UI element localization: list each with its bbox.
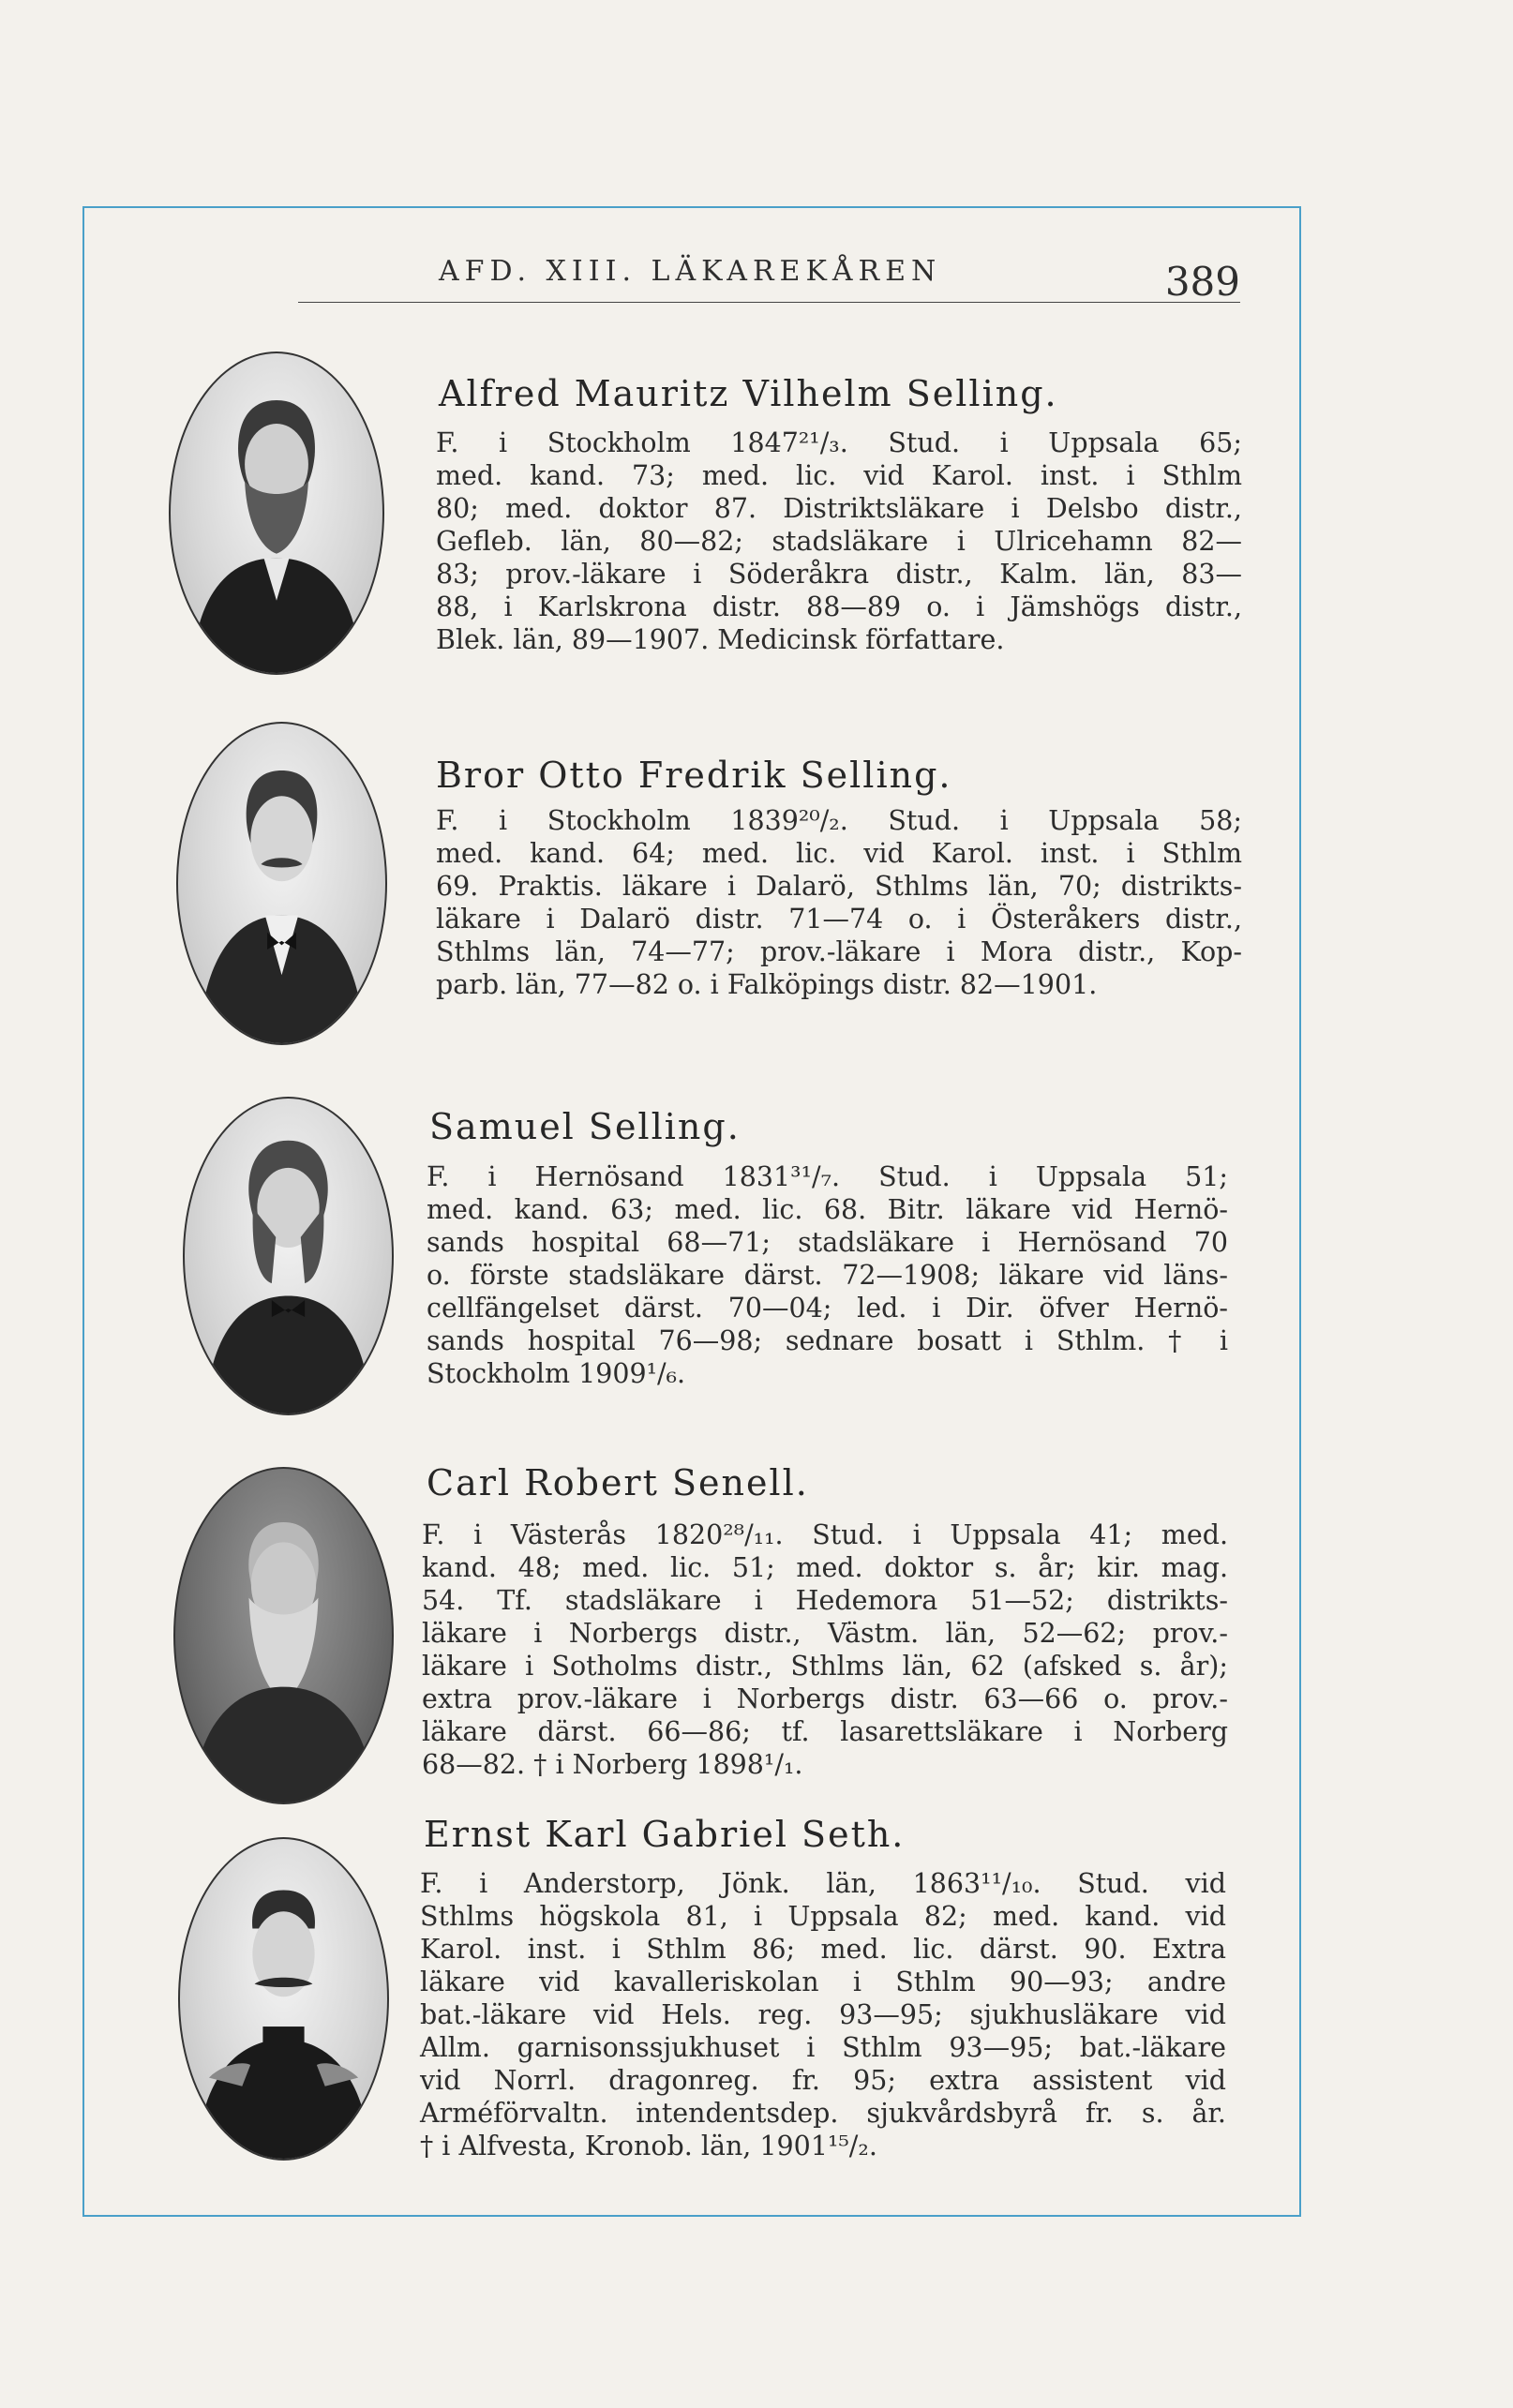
bio-line: 80; med. doktor 87. Distriktsläkare i Delsbo distr., [436,493,1242,524]
bio-line: läkare i Sotholms distr., Sthlms län, 62 (afsked s. år); [422,1651,1228,1682]
bio-line: Sthlms län, 74—77; prov.-läkare i Mora distr., Kop- [436,936,1242,967]
bio-line: o. förste stadsläkare därst. 72—1908; läkare vid läns- [427,1260,1228,1291]
section-title: AFD. XIII. LÄKAREKÅREN [439,255,942,288]
bio-line: F. i Hernösand 1831³¹/₇. Stud. i Uppsala 51; [427,1161,1228,1192]
person-name: Carl Robert Senell. [427,1462,809,1503]
elderly-bearded-man-portrait-icon [175,1469,392,1802]
person-name: Alfred Mauritz Vilhelm Selling. [439,373,1058,414]
bio-line: Allm. garnisonssjukhuset i Sthlm 93—95; bat.-läkare [420,2032,1226,2063]
bio-line: sands hospital 76—98; sednare bosatt i Sthlm. † i [427,1325,1228,1356]
sideburns-man-portrait-icon [185,1099,392,1413]
bio-line: extra prov.-läkare i Norbergs distr. 63—66 o. prov.- [422,1683,1228,1714]
biography-text [427,1160,1228,1390]
bio-line: 83; prov.-läkare i Söderåkra distr., Kalm. län, 83— [436,559,1242,590]
bio-line: cellfängelset därst. 70—04; led. i Dir. öfver Hernö- [427,1293,1228,1324]
running-header [298,246,1240,303]
person-name: Bror Otto Fredrik Selling. [436,755,952,796]
bio-line: F. i Västerås 1820²⁸/₁₁. Stud. i Uppsala 41; med. [422,1519,1228,1550]
bio-line: 54. Tf. stadsläkare i Hedemora 51—52; distrikts- [422,1585,1228,1616]
uniformed-man-portrait-icon [180,1839,387,2159]
bio-line: läkare i Dalarö distr. 71—74 o. i Österåkers distr., [436,904,1242,935]
portrait-photo [178,1837,389,2161]
bearded-man-portrait-icon [171,353,382,673]
bio-line: Gefleb. län, 80—82; stadsläkare i Ulricehamn 82— [436,526,1242,557]
bio-line: Karol. inst. i Sthlm 86; med. lic. därst. 90. Extra [420,1934,1226,1965]
biography-text [436,804,1242,1001]
biography-text [420,1867,1226,2162]
person-name: Ernst Karl Gabriel Seth. [424,1814,906,1855]
bio-line: F. i Stockholm 1847²¹/₃. Stud. i Uppsala 65; [436,427,1242,458]
bio-line: F. i Stockholm 1839²⁰/₂. Stud. i Uppsala 58; [436,805,1242,836]
portrait-photo [169,351,384,675]
bio-line: med. kand. 64; med. lic. vid Karol. inst. i Sthlm [436,838,1242,869]
bio-line: Blek. län, 89—1907. Medicinsk författare. [436,624,1005,655]
bio-line: † i Alfvesta, Kronob. län, 1901¹⁵/₂. [420,2131,877,2161]
bio-line: kand. 48; med. lic. 51; med. doktor s. år; kir. mag. [422,1552,1228,1583]
page-number: 389 [1164,259,1240,305]
mustached-man-portrait-icon [178,724,385,1043]
bio-line: 88, i Karlskrona distr. 88—89 o. i Jämshögs distr., [436,591,1242,622]
bio-line: sands hospital 68—71; stadsläkare i Hernösand 70 [427,1227,1228,1258]
bio-line: läkare i Norbergs distr., Västm. län, 52—62; prov.- [422,1618,1228,1649]
bio-line: läkare därst. 66—86; tf. lasarettsläkare i Norberg [422,1716,1228,1747]
person-name: Samuel Selling. [429,1106,741,1147]
portrait-photo [176,722,387,1045]
bio-line: F. i Anderstorp, Jönk. län, 1863¹¹/₁₀. Stud. vid [420,1868,1226,1899]
bio-line: med. kand. 63; med. lic. 68. Bitr. läkare vid Hernö- [427,1194,1228,1225]
biography-text [436,426,1242,656]
bio-line: 69. Praktis. läkare i Dalarö, Sthlms län, 70; distrikts- [436,871,1242,902]
bio-line: Stockholm 1909¹/₆. [427,1358,686,1389]
bio-line: 68—82. † i Norberg 1898¹/₁. [422,1749,803,1780]
bio-line: Sthlms högskola 81, i Uppsala 82; med. kand. vid [420,1901,1226,1932]
bio-line: vid Norrl. dragonreg. fr. 95; extra assistent vid [420,2065,1226,2096]
bio-line: bat.-läkare vid Hels. reg. 93—95; sjukhusläkare vid [420,1999,1226,2030]
bio-line: läkare vid kavalleriskolan i Sthlm 90—93; andre [420,1967,1226,1997]
bio-line: parb. län, 77—82 o. i Falköpings distr. 82—1901. [436,969,1098,1000]
bio-line: med. kand. 73; med. lic. vid Karol. inst. i Sthlm [436,460,1242,491]
portrait-photo [183,1097,394,1415]
bio-line: Arméförvaltn. intendentsdep. sjukvårdsbyrå fr. s. år. [420,2098,1226,2129]
biography-text [422,1518,1228,1781]
portrait-photo [173,1467,394,1804]
